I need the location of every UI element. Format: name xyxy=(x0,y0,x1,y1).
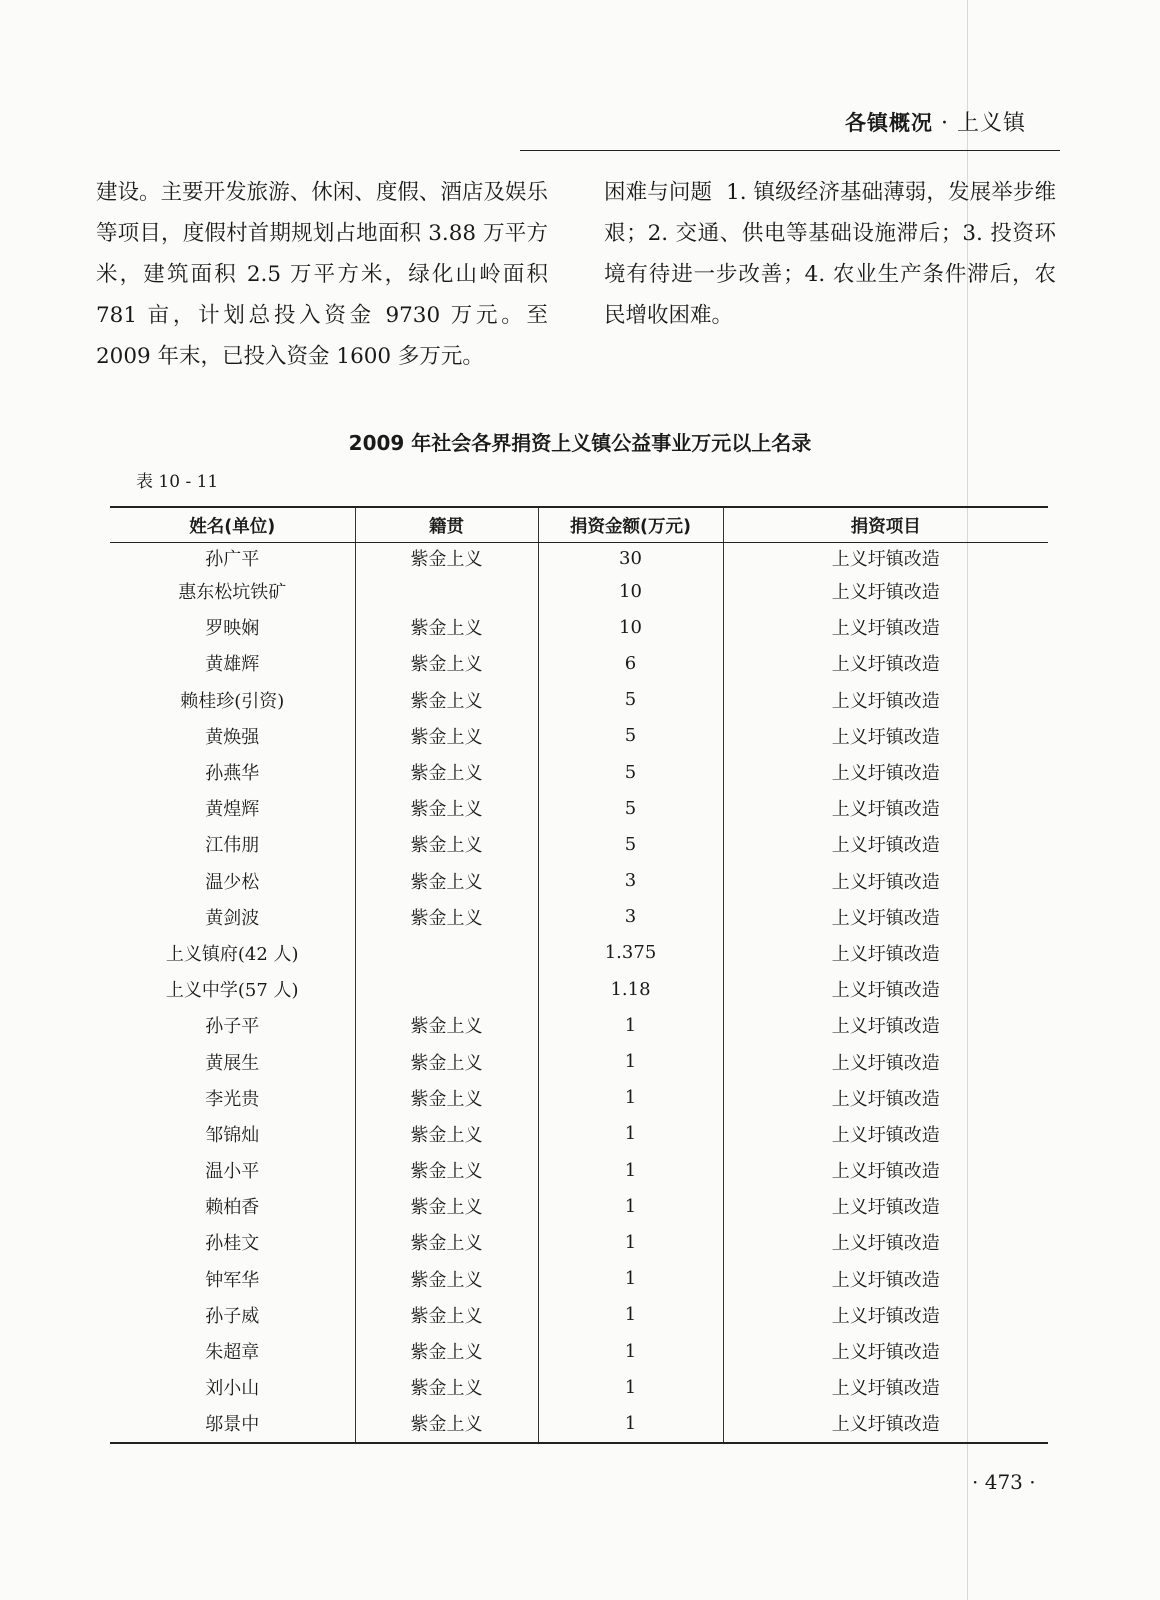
cell-name: 孙子威 xyxy=(205,1305,260,1327)
table-row xyxy=(110,1152,1048,1188)
table-row xyxy=(110,1297,1048,1333)
cell-project: 上义圩镇改造 xyxy=(723,1405,1048,1442)
running-header xyxy=(520,104,1060,151)
header-separator: · xyxy=(940,111,949,136)
cell-amount: 1 xyxy=(538,1333,723,1369)
cell-project: 上义圩镇改造 xyxy=(723,826,1048,862)
cell-project: 上义圩镇改造 xyxy=(723,1297,1048,1333)
table-row xyxy=(110,790,1048,826)
cell-origin: 紫金上义 xyxy=(355,1080,538,1116)
cell-project: 上义圩镇改造 xyxy=(723,1333,1048,1369)
cell-name: 黄焕强 xyxy=(205,726,260,748)
paragraph-right-body: 1. 镇级经济基础薄弱，发展举步维艰；2. 交通、供电等基础设施滞后；3. 投资环境有待进一步改善；4. 农业生产条件滞后，农民增收困难。 xyxy=(604,180,1056,328)
cell-origin: 紫金上义 xyxy=(355,543,538,574)
cell-amount: 5 xyxy=(538,790,723,826)
table-row xyxy=(110,935,1048,971)
table-row xyxy=(110,1116,1048,1152)
paragraph-right-title: 困难与问题 xyxy=(604,180,713,205)
cell-amount: 5 xyxy=(538,754,723,790)
cell-origin: 紫金上义 xyxy=(355,682,538,718)
header-text xyxy=(845,106,1026,137)
cell-project: 上义圩镇改造 xyxy=(723,1152,1048,1188)
cell-name: 刘小山 xyxy=(205,1378,260,1400)
cell-origin xyxy=(355,971,538,1007)
header-project: 捐资项目 xyxy=(723,507,1048,543)
cell-amount: 1 xyxy=(538,1261,723,1297)
table-header-row xyxy=(110,507,1048,543)
cell-origin: 紫金上义 xyxy=(355,609,538,645)
cell-project: 上义圩镇改造 xyxy=(723,718,1048,754)
table-number: 表 10 - 11 xyxy=(136,472,219,492)
header-town: 上义镇 xyxy=(956,111,1026,136)
cell-amount: 1 xyxy=(538,1405,723,1442)
cell-origin: 紫金上义 xyxy=(355,1333,538,1369)
cell-name: 黄煌辉 xyxy=(205,799,260,821)
cell-project: 上义圩镇改造 xyxy=(723,543,1048,574)
cell-project: 上义圩镇改造 xyxy=(723,790,1048,826)
cell-project: 上义圩镇改造 xyxy=(723,1261,1048,1297)
cell-name: 黄雄辉 xyxy=(205,654,260,676)
cell-name: 江伟朋 xyxy=(205,835,260,857)
cell-project: 上义圩镇改造 xyxy=(723,899,1048,935)
cell-amount: 1 xyxy=(538,1116,723,1152)
cell-name: 孙桂文 xyxy=(205,1233,260,1255)
cell-origin xyxy=(355,935,538,971)
cell-amount: 1 xyxy=(538,1224,723,1260)
table-row xyxy=(110,645,1048,681)
cell-project: 上义圩镇改造 xyxy=(723,645,1048,681)
table-row xyxy=(110,899,1048,935)
cell-amount: 1.18 xyxy=(538,971,723,1007)
table-row xyxy=(110,718,1048,754)
cell-amount: 5 xyxy=(538,682,723,718)
cell-origin xyxy=(355,573,538,609)
cell-project: 上义圩镇改造 xyxy=(723,573,1048,609)
table-row xyxy=(110,1007,1048,1043)
page-number: · 473 · xyxy=(972,1470,1036,1494)
cell-amount: 3 xyxy=(538,899,723,935)
donation-table xyxy=(110,506,1048,1444)
cell-name: 孙广平 xyxy=(205,549,260,570)
cell-origin: 紫金上义 xyxy=(355,899,538,935)
table-row xyxy=(110,1224,1048,1260)
table-title: 2009 年社会各界捐资上义镇公益事业万元以上名录 xyxy=(348,431,812,455)
cell-amount: 1 xyxy=(538,1297,723,1333)
cell-origin: 紫金上义 xyxy=(355,1369,538,1405)
cell-name: 邹锦灿 xyxy=(205,1124,260,1146)
table-row xyxy=(110,573,1048,609)
cell-origin: 紫金上义 xyxy=(355,863,538,899)
cell-name: 钟军华 xyxy=(205,1269,260,1291)
cell-name: 温小平 xyxy=(205,1161,260,1183)
cell-project: 上义圩镇改造 xyxy=(723,754,1048,790)
header-name: 姓名(单位) xyxy=(110,507,355,543)
cell-name: 朱超章 xyxy=(205,1342,260,1364)
cell-name: 黄剑波 xyxy=(205,907,260,929)
cell-origin: 紫金上义 xyxy=(355,1116,538,1152)
cell-project: 上义圩镇改造 xyxy=(723,935,1048,971)
paragraph-left: 建设。主要开发旅游、休闲、度假、酒店及娱乐等项目，度假村首期规划占地面积 3.88 万平方米，建筑面积 2.5 万平方米，绿化山岭面积 781 亩，计划总投入资金 9730 万元。至 2009 年末，已投入资金 1600 多万元。 xyxy=(96,180,548,369)
cell-origin: 紫金上义 xyxy=(355,1224,538,1260)
cell-name: 孙燕华 xyxy=(205,763,260,785)
cell-name: 黄展生 xyxy=(205,1052,260,1074)
cell-amount: 1 xyxy=(538,1007,723,1043)
cell-name: 上义中学(57 人) xyxy=(165,980,299,1002)
cell-name: 赖桂珍(引资) xyxy=(180,690,285,712)
cell-amount: 1 xyxy=(538,1369,723,1405)
table-row xyxy=(110,1188,1048,1224)
cell-amount: 6 xyxy=(538,645,723,681)
cell-project: 上义圩镇改造 xyxy=(723,682,1048,718)
cell-project: 上义圩镇改造 xyxy=(723,1007,1048,1043)
cell-amount: 1 xyxy=(538,1043,723,1079)
cell-amount: 1 xyxy=(538,1080,723,1116)
table-row xyxy=(110,543,1048,574)
cell-amount: 1.375 xyxy=(538,935,723,971)
cell-origin: 紫金上义 xyxy=(355,826,538,862)
table-row xyxy=(110,609,1048,645)
table-row xyxy=(110,971,1048,1007)
cell-project: 上义圩镇改造 xyxy=(723,1043,1048,1079)
table-row xyxy=(110,1369,1048,1405)
cell-amount: 3 xyxy=(538,863,723,899)
cell-origin: 紫金上义 xyxy=(355,1261,538,1297)
cell-name: 邬景中 xyxy=(110,1405,355,1442)
cell-origin: 紫金上义 xyxy=(355,1405,538,1442)
cell-origin: 紫金上义 xyxy=(355,718,538,754)
cell-name: 孙子平 xyxy=(205,1016,260,1038)
table-row xyxy=(110,754,1048,790)
header-section: 各镇概况 xyxy=(844,111,933,135)
cell-origin: 紫金上义 xyxy=(355,645,538,681)
cell-origin: 紫金上义 xyxy=(355,1043,538,1079)
cell-name: 上义镇府(42 人) xyxy=(165,943,299,965)
table-row xyxy=(110,1333,1048,1369)
table-row xyxy=(110,682,1048,718)
cell-project: 上义圩镇改造 xyxy=(723,1188,1048,1224)
cell-amount: 5 xyxy=(538,718,723,754)
cell-amount: 10 xyxy=(538,573,723,609)
cell-origin: 紫金上义 xyxy=(355,1297,538,1333)
cell-project: 上义圩镇改造 xyxy=(723,863,1048,899)
cell-origin: 紫金上义 xyxy=(355,1007,538,1043)
cell-name: 罗映娴 xyxy=(205,618,260,640)
cell-name: 温少松 xyxy=(205,871,260,893)
cell-project: 上义圩镇改造 xyxy=(723,1224,1048,1260)
cell-name: 赖柏香 xyxy=(205,1197,260,1219)
cell-amount: 10 xyxy=(538,609,723,645)
table-row xyxy=(110,1043,1048,1079)
cell-amount: 30 xyxy=(538,543,723,574)
table-row xyxy=(110,863,1048,899)
table-row xyxy=(110,1405,1048,1442)
cell-origin: 紫金上义 xyxy=(355,754,538,790)
cell-amount: 5 xyxy=(538,826,723,862)
header-amount: 捐资金额(万元) xyxy=(538,507,723,543)
cell-origin: 紫金上义 xyxy=(355,1152,538,1188)
cell-origin: 紫金上义 xyxy=(355,1188,538,1224)
cell-amount: 1 xyxy=(538,1152,723,1188)
cell-name: 李光贵 xyxy=(205,1088,260,1110)
cell-project: 上义圩镇改造 xyxy=(723,609,1048,645)
cell-project: 上义圩镇改造 xyxy=(723,971,1048,1007)
cell-amount: 1 xyxy=(538,1188,723,1224)
header-origin: 籍贯 xyxy=(355,507,538,543)
cell-project: 上义圩镇改造 xyxy=(723,1369,1048,1405)
cell-name: 惠东松坑铁矿 xyxy=(178,582,287,604)
cell-project: 上义圩镇改造 xyxy=(723,1080,1048,1116)
table-row xyxy=(110,1080,1048,1116)
table-row xyxy=(110,1261,1048,1297)
cell-origin: 紫金上义 xyxy=(355,790,538,826)
table-row xyxy=(110,826,1048,862)
table-body xyxy=(110,543,1048,1443)
paragraph-right xyxy=(604,172,1056,336)
cell-project: 上义圩镇改造 xyxy=(723,1116,1048,1152)
